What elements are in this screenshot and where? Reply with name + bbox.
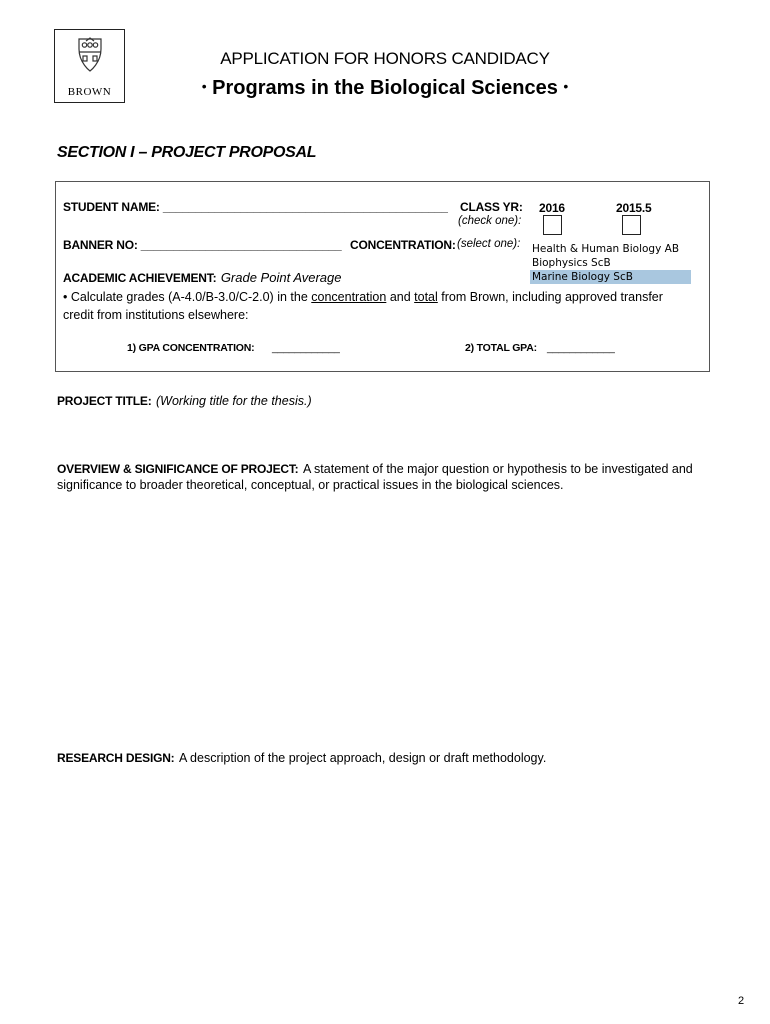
year-2016-checkbox[interactable] — [543, 215, 562, 235]
concentration-option-selected[interactable]: Marine Biology ScB — [530, 270, 691, 284]
gpa-subheading: Grade Point Average — [220, 270, 342, 285]
research-design-text: A description of the project approach, design or draft methodology. — [178, 751, 547, 765]
academic-achievement-label: ACADEMIC ACHIEVEMENT: — [63, 271, 217, 285]
page-number: 2 — [738, 995, 745, 1007]
calculate-instructions: • Calculate grades (A-4.0/B-3.0/C-2.0) in the concentration and total from Brown, including approved transfer — [63, 290, 663, 304]
logo-wordmark: BROWN — [67, 86, 112, 98]
concentration-option[interactable]: Biophysics ScB — [532, 257, 611, 269]
class-yr-label: CLASS YR: — [460, 200, 523, 214]
academic-achievement-row — [63, 269, 342, 287]
page-subtitle: • Programs in the Biological Sciences • — [201, 77, 569, 99]
check-one-hint: (check one): — [458, 215, 522, 227]
page-title: APPLICATION FOR HONORS CANDIDACY — [220, 49, 550, 68]
concentration-listbox[interactable] — [530, 242, 691, 284]
year-option-2015-5-label: 2015.5 — [616, 201, 652, 215]
research-design-label: RESEARCH DESIGN: — [57, 751, 175, 765]
banner-no-field[interactable]: BANNER NO: _______________________________ — [63, 238, 342, 252]
year-option-2016-label: 2016 — [539, 201, 565, 215]
gpa-concentration-label: 1) GPA CONCENTRATION: — [127, 342, 255, 354]
project-title-hint: (Working title for the thesis.) — [156, 394, 312, 408]
overview-row — [57, 460, 693, 478]
year-2015-5-checkbox[interactable] — [622, 215, 641, 235]
project-title-row — [57, 392, 312, 410]
concentration-label: CONCENTRATION: — [350, 238, 456, 252]
select-one-hint: (select one): — [457, 238, 521, 250]
section-heading: SECTION I – PROJECT PROPOSAL — [57, 144, 317, 161]
research-design-row — [57, 749, 546, 767]
total-gpa-label: 2) TOTAL GPA: — [465, 342, 537, 354]
overview-label: OVERVIEW & SIGNIFICANCE OF PROJECT: — [57, 462, 299, 476]
concentration-option[interactable]: Health & Human Biology AB — [532, 243, 680, 255]
total-gpa-field[interactable]: ____________ — [547, 342, 615, 354]
project-title-label: PROJECT TITLE: — [57, 394, 152, 408]
student-name-field[interactable]: STUDENT NAME: ____________________________________________ — [63, 200, 448, 214]
overview-text-line2: significance to broader theoretical, conceptual, or practical issues in the biological sciences. — [57, 478, 564, 492]
gpa-concentration-field[interactable]: ____________ — [272, 342, 340, 354]
overview-text: A statement of the major question or hypothesis to be investigated and — [302, 462, 693, 476]
calculate-instructions-line2: credit from institutions elsewhere: — [63, 308, 249, 322]
